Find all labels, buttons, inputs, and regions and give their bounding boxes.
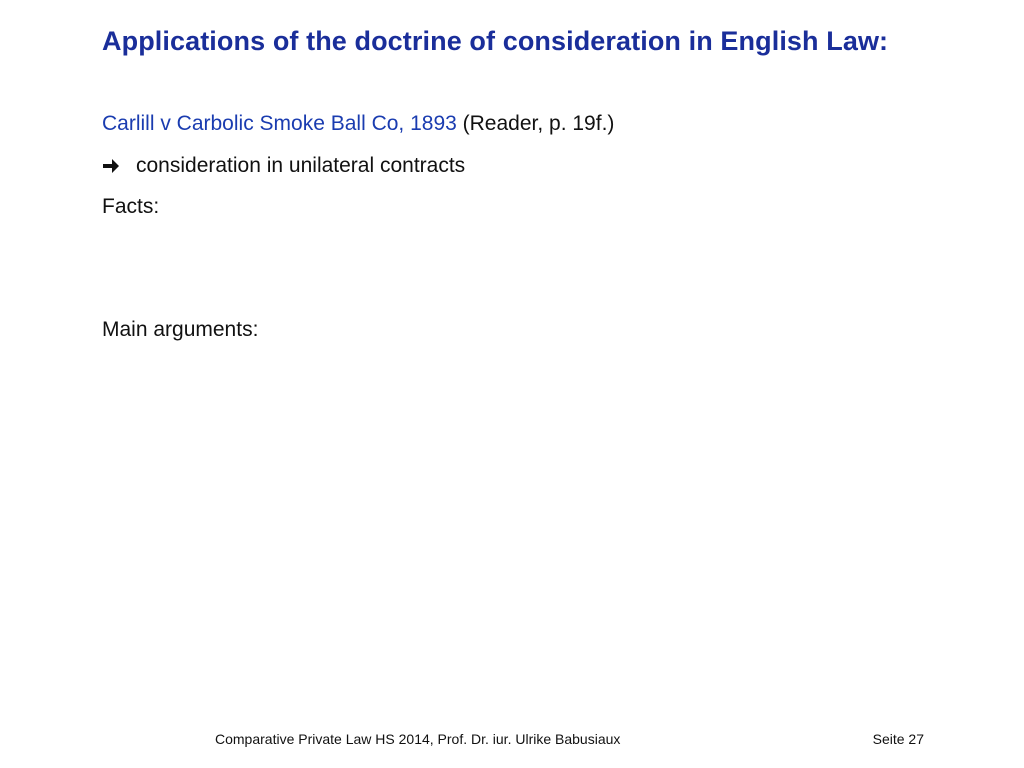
case-name-link[interactable]: Carlill v Carbolic Smoke Ball Co, 1893 bbox=[102, 112, 457, 135]
arrow-point-text: consideration in unilateral contracts bbox=[136, 154, 466, 177]
footer-course: Comparative Private Law HS 2014, Prof. Dr. iur. Ulrike Babusiaux bbox=[215, 731, 621, 747]
facts-label: Facts: bbox=[102, 195, 160, 218]
case-reference: (Reader, p. 19f.) bbox=[456, 112, 615, 135]
right-arrow-icon bbox=[102, 157, 120, 175]
main-arguments-label: Main arguments: bbox=[102, 318, 259, 341]
case-citation bbox=[102, 112, 614, 136]
slide-title: Applications of the doctrine of consideration in English Law: bbox=[102, 26, 889, 56]
arrow-point bbox=[102, 154, 465, 178]
footer-page-number: Seite 27 bbox=[872, 731, 924, 747]
